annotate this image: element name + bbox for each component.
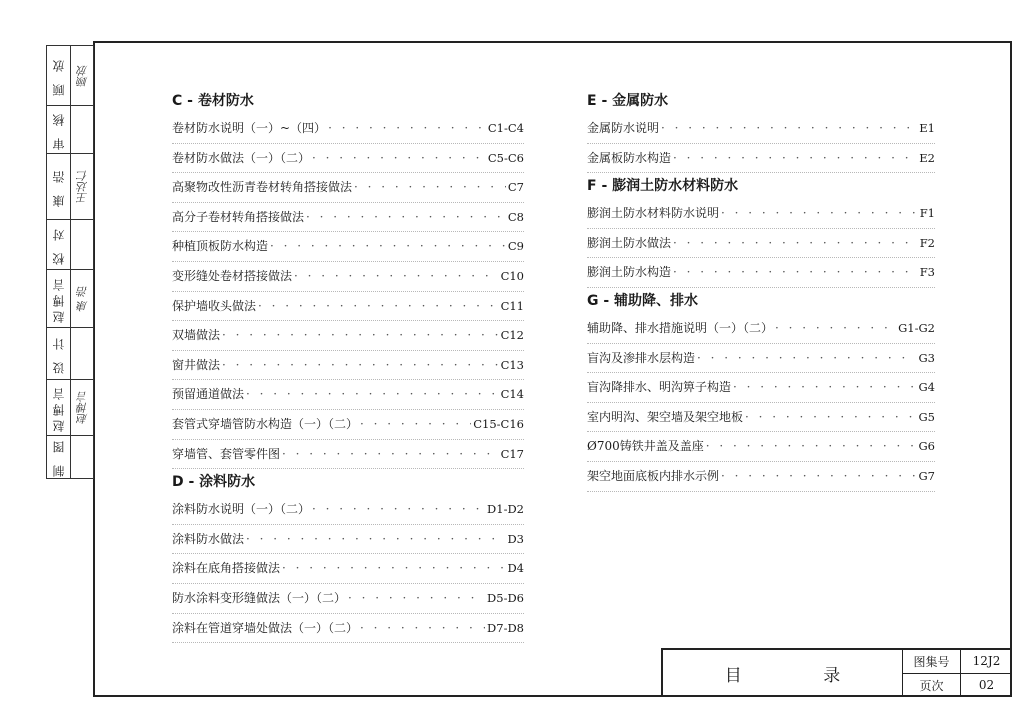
sidebar-row	[47, 154, 93, 220]
sidebar-signature: 顾放	[76, 64, 89, 87]
toc-entry[interactable]	[172, 351, 524, 381]
entry-page: C1-C4	[487, 121, 524, 135]
toc-entry[interactable]	[172, 614, 524, 644]
entry-page: G6	[918, 439, 935, 454]
sidebar-signature: 康 浩	[76, 285, 89, 312]
entry-page: C9	[507, 239, 524, 254]
entry-title: 辅助降、排水措施说明（一）（二）	[587, 320, 774, 335]
entry-title: 盲沟降排水、明沟箅子构造	[587, 380, 732, 395]
entry-title: 架空地面底板内排水示例	[587, 468, 720, 483]
entry-page: G7	[918, 468, 935, 483]
section-heading-d: D - 涂料防水	[172, 474, 256, 491]
entry-title: 双墙做法	[172, 328, 221, 343]
sidebar-label: 制 图	[52, 437, 66, 477]
entry-page: C13	[500, 357, 524, 372]
page-number-label: 页次	[903, 674, 961, 698]
entry-page: D7-D8	[487, 620, 524, 635]
toc-entry[interactable]	[587, 403, 935, 433]
toc-entry[interactable]	[172, 232, 524, 262]
entry-title: 涂料在底角搭接做法	[172, 561, 281, 576]
entry-page: C5-C6	[487, 150, 524, 165]
entry-title: 卷材防水说明（一）~（四）	[172, 121, 327, 135]
entry-page: G5	[918, 409, 935, 424]
entry-page: C10	[500, 268, 524, 283]
toc-entry[interactable]	[172, 262, 524, 292]
toc-entry[interactable]	[172, 321, 524, 351]
entry-page: C8	[507, 209, 524, 224]
toc-entry[interactable]	[172, 380, 524, 410]
sidebar-label: 康 浩	[52, 166, 66, 207]
entry-title: 涂料在管道穿墙处做法（一）（二）	[172, 620, 359, 635]
entry-page: C7	[507, 180, 524, 195]
drawing-title: 目 录	[663, 650, 903, 697]
entry-title: Ø700铸铁井盖及盖座	[587, 439, 704, 454]
entry-title: 涂料防水做法	[172, 531, 245, 546]
section-heading-g: G - 辅助降、排水	[587, 292, 699, 309]
entry-title: 变形缝处卷材搭接做法	[172, 268, 293, 283]
entry-page: C15-C16	[473, 416, 524, 431]
entry-page: C12	[500, 328, 524, 343]
toc-entry[interactable]	[587, 373, 935, 403]
toc-entry[interactable]	[172, 554, 524, 584]
entry-title: 保护墙收头做法	[172, 298, 257, 313]
toc-entry[interactable]	[587, 258, 935, 288]
title-block	[661, 648, 1012, 697]
entry-title: 高分子卷材转角搭接做法	[172, 209, 305, 224]
toc-entry[interactable]	[587, 144, 935, 174]
entry-title: 金属板防水构造	[587, 150, 672, 165]
entry-title: 金属防水说明	[587, 121, 660, 135]
toc-entry[interactable]	[172, 525, 524, 555]
toc-entry[interactable]	[587, 344, 935, 374]
entry-title: 窗井做法	[172, 357, 221, 372]
signature-sidebar	[46, 45, 94, 479]
sidebar-signature: 赵博言	[76, 391, 89, 424]
sidebar-label: 校 对	[52, 224, 66, 265]
toc-entry[interactable]	[172, 584, 524, 614]
sidebar-row	[47, 436, 93, 478]
entry-title: 种植顶板防水构造	[172, 239, 269, 254]
sidebar-label: 审 核	[52, 109, 66, 150]
toc-entry[interactable]	[587, 462, 935, 492]
entry-page: D5-D6	[487, 590, 524, 605]
entry-title: 高聚物改性沥青卷材转角搭接做法	[172, 180, 353, 195]
entry-page: C17	[500, 446, 524, 461]
toc-entry[interactable]	[587, 199, 935, 229]
entry-title: 室内明沟、架空墙及架空地板	[587, 409, 744, 424]
toc-left-column	[172, 88, 524, 643]
toc-right-column	[587, 88, 935, 492]
entry-page: D1-D2	[487, 502, 524, 517]
entry-page: C11	[500, 298, 524, 313]
sidebar-row	[47, 328, 93, 380]
entry-page: F1	[919, 206, 935, 221]
entry-title: 膨润土防水构造	[587, 265, 672, 280]
toc-entry[interactable]	[172, 410, 524, 440]
toc-entry[interactable]	[587, 114, 935, 144]
toc-entry[interactable]	[172, 292, 524, 322]
entry-title: 穿墙管、套管零件图	[172, 446, 281, 461]
atlas-number-value: 12J2	[961, 650, 1012, 674]
entry-page: C14	[500, 387, 524, 402]
entry-title: 膨润土防水做法	[587, 235, 672, 250]
sidebar-label: 赵博言	[52, 383, 66, 432]
entry-title: 防水涂料变形缝做法（一）（二）	[172, 590, 347, 605]
sidebar-row	[47, 270, 93, 328]
sidebar-row	[47, 220, 93, 270]
sidebar-row	[47, 380, 93, 436]
entry-title: 套管式穿墙管防水构造（一）（二）	[172, 416, 359, 431]
toc-entry[interactable]	[587, 314, 935, 344]
entry-title: 膨润土防水材料防水说明	[587, 206, 720, 221]
section-heading-e: E - 金属防水	[587, 93, 669, 109]
entry-title: 盲沟及渗排水层构造	[587, 350, 696, 365]
sidebar-label: 设 计	[52, 333, 66, 374]
atlas-number-label: 图集号	[903, 650, 961, 674]
page-number-value: 02	[978, 678, 995, 693]
entry-page: E1	[919, 121, 935, 135]
entry-page: G3	[918, 350, 935, 365]
toc-entry[interactable]	[172, 114, 524, 144]
sidebar-label: 顾 放	[52, 55, 66, 96]
entry-title: 卷材防水做法（一）（二）	[172, 150, 311, 165]
toc-entry[interactable]	[587, 432, 935, 462]
entry-page: D4	[507, 561, 524, 576]
entry-page: F2	[919, 235, 935, 250]
sidebar-signature: 王达仁	[76, 170, 89, 203]
toc-entry[interactable]	[172, 203, 524, 233]
section-heading-c: C - 卷材防水	[172, 93, 254, 109]
toc-entry[interactable]	[172, 495, 524, 525]
entry-page: F3	[919, 265, 935, 280]
sidebar-row	[47, 106, 93, 154]
toc-entry[interactable]	[172, 440, 524, 470]
entry-page: G1-G2	[898, 320, 935, 335]
entry-page: D3	[507, 531, 524, 546]
entry-title: 预留通道做法	[172, 387, 245, 402]
section-heading-f: F - 膨润土防水材料防水	[587, 178, 739, 195]
toc-entry[interactable]	[172, 173, 524, 203]
entry-title: 涂料防水说明（一）（二）	[172, 502, 311, 517]
toc-entry[interactable]	[587, 229, 935, 259]
sidebar-row	[47, 46, 93, 106]
entry-page: G4	[918, 380, 935, 395]
sidebar-label: 赵博言	[52, 274, 66, 323]
toc-entry[interactable]	[172, 144, 524, 174]
entry-page: E2	[919, 150, 935, 165]
